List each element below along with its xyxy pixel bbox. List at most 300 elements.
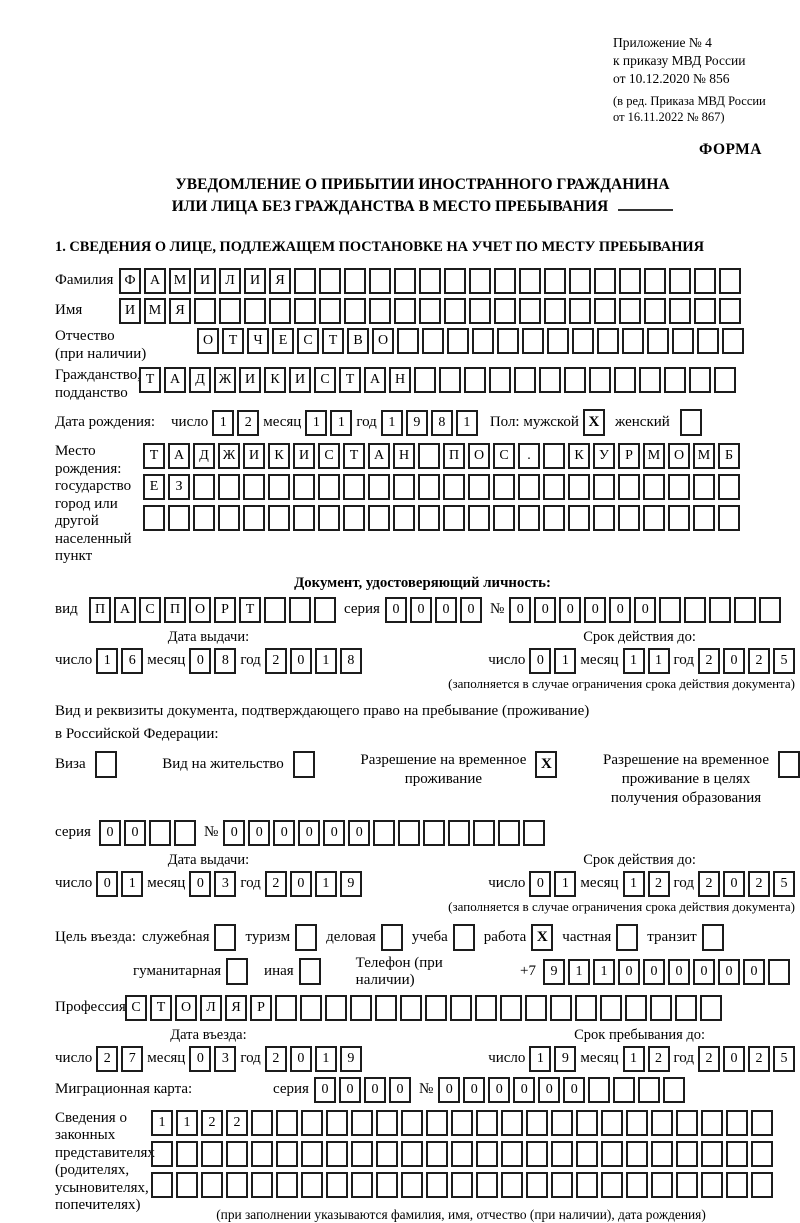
char-cell[interactable] bbox=[626, 1110, 648, 1136]
char-cell[interactable]: 2 bbox=[648, 871, 670, 897]
char-cell[interactable]: 0 bbox=[634, 597, 656, 623]
char-cell[interactable]: 2 bbox=[748, 871, 770, 897]
char-cell[interactable]: О bbox=[668, 443, 690, 469]
char-cell[interactable]: 2 bbox=[698, 871, 720, 897]
char-cell[interactable] bbox=[694, 298, 716, 324]
char-cell[interactable]: 0 bbox=[509, 597, 531, 623]
char-cell[interactable]: 8 bbox=[214, 648, 236, 674]
char-cell[interactable] bbox=[593, 474, 615, 500]
char-cell[interactable] bbox=[626, 1172, 648, 1198]
char-cell[interactable] bbox=[368, 505, 390, 531]
char-cell[interactable] bbox=[448, 820, 470, 846]
char-cell[interactable]: У bbox=[593, 443, 615, 469]
char-cell[interactable]: 0 bbox=[723, 1046, 745, 1072]
char-cell[interactable] bbox=[514, 367, 536, 393]
char-cell[interactable]: Ж bbox=[218, 443, 240, 469]
char-cell[interactable]: 2 bbox=[648, 1046, 670, 1072]
char-cell[interactable]: Р bbox=[250, 995, 272, 1021]
char-cell[interactable] bbox=[393, 474, 415, 500]
purpose-commercial-checkbox[interactable] bbox=[381, 924, 403, 951]
char-cell[interactable] bbox=[523, 820, 545, 846]
char-cell[interactable]: А bbox=[368, 443, 390, 469]
char-cell[interactable] bbox=[526, 1172, 548, 1198]
char-cell[interactable]: Е bbox=[143, 474, 165, 500]
char-cell[interactable]: А bbox=[364, 367, 386, 393]
rvp-checkbox[interactable]: X bbox=[535, 751, 557, 778]
char-cell[interactable] bbox=[326, 1172, 348, 1198]
char-cell[interactable]: 0 bbox=[364, 1077, 386, 1103]
char-cell[interactable] bbox=[568, 505, 590, 531]
char-cell[interactable] bbox=[697, 328, 719, 354]
char-cell[interactable]: 1 bbox=[121, 871, 143, 897]
char-cell[interactable] bbox=[522, 328, 544, 354]
char-cell[interactable] bbox=[726, 1172, 748, 1198]
char-cell[interactable]: Е bbox=[272, 328, 294, 354]
char-cell[interactable] bbox=[450, 995, 472, 1021]
char-cell[interactable] bbox=[468, 505, 490, 531]
char-cell[interactable] bbox=[651, 1110, 673, 1136]
char-cell[interactable] bbox=[293, 474, 315, 500]
char-cell[interactable] bbox=[293, 505, 315, 531]
char-cell[interactable] bbox=[676, 1141, 698, 1167]
char-cell[interactable] bbox=[647, 328, 669, 354]
char-cell[interactable] bbox=[564, 367, 586, 393]
char-cell[interactable] bbox=[651, 1141, 673, 1167]
char-cell[interactable] bbox=[301, 1141, 323, 1167]
char-cell[interactable] bbox=[726, 1110, 748, 1136]
char-cell[interactable] bbox=[518, 474, 540, 500]
char-cell[interactable] bbox=[268, 474, 290, 500]
char-cell[interactable]: 0 bbox=[618, 959, 640, 985]
char-cell[interactable]: 0 bbox=[323, 820, 345, 846]
char-cell[interactable] bbox=[676, 1172, 698, 1198]
char-cell[interactable]: 2 bbox=[237, 410, 259, 436]
char-cell[interactable] bbox=[469, 268, 491, 294]
char-cell[interactable] bbox=[226, 1141, 248, 1167]
char-cell[interactable]: 1 bbox=[623, 1046, 645, 1072]
char-cell[interactable]: . bbox=[518, 443, 540, 469]
char-cell[interactable] bbox=[344, 298, 366, 324]
char-cell[interactable]: Т bbox=[322, 328, 344, 354]
char-cell[interactable] bbox=[526, 1110, 548, 1136]
char-cell[interactable]: 0 bbox=[290, 871, 312, 897]
char-cell[interactable] bbox=[543, 474, 565, 500]
char-cell[interactable]: 3 bbox=[214, 1046, 236, 1072]
char-cell[interactable] bbox=[251, 1172, 273, 1198]
char-cell[interactable] bbox=[501, 1141, 523, 1167]
char-cell[interactable] bbox=[369, 298, 391, 324]
char-cell[interactable]: Я bbox=[225, 995, 247, 1021]
char-cell[interactable] bbox=[418, 443, 440, 469]
char-cell[interactable]: 1 bbox=[623, 871, 645, 897]
char-cell[interactable] bbox=[343, 505, 365, 531]
char-cell[interactable] bbox=[318, 474, 340, 500]
char-cell[interactable] bbox=[700, 995, 722, 1021]
char-cell[interactable]: 0 bbox=[529, 648, 551, 674]
char-cell[interactable] bbox=[397, 328, 419, 354]
char-cell[interactable]: 1 bbox=[529, 1046, 551, 1072]
char-cell[interactable] bbox=[701, 1172, 723, 1198]
char-cell[interactable] bbox=[425, 995, 447, 1021]
char-cell[interactable]: 0 bbox=[538, 1077, 560, 1103]
char-cell[interactable]: Т bbox=[222, 328, 244, 354]
char-cell[interactable] bbox=[597, 328, 619, 354]
char-cell[interactable]: 0 bbox=[339, 1077, 361, 1103]
char-cell[interactable]: З bbox=[168, 474, 190, 500]
char-cell[interactable]: П bbox=[443, 443, 465, 469]
char-cell[interactable]: 2 bbox=[265, 871, 287, 897]
char-cell[interactable] bbox=[426, 1110, 448, 1136]
char-cell[interactable] bbox=[401, 1172, 423, 1198]
char-cell[interactable] bbox=[569, 268, 591, 294]
char-cell[interactable] bbox=[576, 1110, 598, 1136]
char-cell[interactable] bbox=[444, 268, 466, 294]
char-cell[interactable] bbox=[314, 597, 336, 623]
char-cell[interactable] bbox=[622, 328, 644, 354]
char-cell[interactable]: Н bbox=[393, 443, 415, 469]
char-cell[interactable]: И bbox=[194, 268, 216, 294]
char-cell[interactable] bbox=[193, 505, 215, 531]
char-cell[interactable] bbox=[276, 1172, 298, 1198]
char-cell[interactable] bbox=[639, 367, 661, 393]
char-cell[interactable] bbox=[219, 298, 241, 324]
char-cell[interactable] bbox=[419, 298, 441, 324]
char-cell[interactable] bbox=[493, 505, 515, 531]
char-cell[interactable] bbox=[244, 298, 266, 324]
char-cell[interactable] bbox=[600, 995, 622, 1021]
char-cell[interactable]: 0 bbox=[189, 648, 211, 674]
char-cell[interactable] bbox=[300, 995, 322, 1021]
char-cell[interactable] bbox=[151, 1172, 173, 1198]
char-cell[interactable]: 1 bbox=[212, 410, 234, 436]
char-cell[interactable]: 2 bbox=[748, 1046, 770, 1072]
char-cell[interactable] bbox=[218, 505, 240, 531]
char-cell[interactable] bbox=[613, 1077, 635, 1103]
char-cell[interactable]: Я bbox=[269, 268, 291, 294]
char-cell[interactable] bbox=[494, 268, 516, 294]
char-cell[interactable]: С bbox=[139, 597, 161, 623]
char-cell[interactable] bbox=[201, 1141, 223, 1167]
char-cell[interactable] bbox=[375, 995, 397, 1021]
char-cell[interactable] bbox=[351, 1110, 373, 1136]
char-cell[interactable]: 0 bbox=[534, 597, 556, 623]
purpose-business-checkbox[interactable] bbox=[214, 924, 236, 951]
char-cell[interactable] bbox=[569, 298, 591, 324]
char-cell[interactable] bbox=[468, 474, 490, 500]
char-cell[interactable] bbox=[614, 367, 636, 393]
char-cell[interactable] bbox=[475, 995, 497, 1021]
char-cell[interactable]: 0 bbox=[584, 597, 606, 623]
char-cell[interactable]: 0 bbox=[290, 648, 312, 674]
char-cell[interactable] bbox=[718, 474, 740, 500]
char-cell[interactable] bbox=[668, 474, 690, 500]
char-cell[interactable]: 0 bbox=[743, 959, 765, 985]
char-cell[interactable] bbox=[664, 367, 686, 393]
residence-permit-checkbox[interactable] bbox=[293, 751, 315, 778]
char-cell[interactable] bbox=[326, 1141, 348, 1167]
char-cell[interactable]: 9 bbox=[406, 410, 428, 436]
char-cell[interactable] bbox=[319, 298, 341, 324]
char-cell[interactable] bbox=[497, 328, 519, 354]
char-cell[interactable] bbox=[376, 1141, 398, 1167]
char-cell[interactable] bbox=[151, 1141, 173, 1167]
char-cell[interactable]: С bbox=[314, 367, 336, 393]
char-cell[interactable] bbox=[544, 268, 566, 294]
char-cell[interactable]: О bbox=[197, 328, 219, 354]
char-cell[interactable] bbox=[143, 505, 165, 531]
char-cell[interactable] bbox=[276, 1141, 298, 1167]
char-cell[interactable]: 0 bbox=[435, 597, 457, 623]
char-cell[interactable] bbox=[619, 268, 641, 294]
char-cell[interactable] bbox=[373, 820, 395, 846]
char-cell[interactable] bbox=[568, 474, 590, 500]
char-cell[interactable]: 0 bbox=[410, 597, 432, 623]
char-cell[interactable]: И bbox=[243, 443, 265, 469]
char-cell[interactable]: 0 bbox=[693, 959, 715, 985]
char-cell[interactable] bbox=[494, 298, 516, 324]
char-cell[interactable] bbox=[351, 1172, 373, 1198]
char-cell[interactable]: 1 bbox=[315, 648, 337, 674]
char-cell[interactable] bbox=[722, 328, 744, 354]
char-cell[interactable] bbox=[469, 298, 491, 324]
char-cell[interactable]: 1 bbox=[315, 871, 337, 897]
char-cell[interactable] bbox=[768, 959, 790, 985]
char-cell[interactable]: 1 bbox=[330, 410, 352, 436]
char-cell[interactable] bbox=[476, 1172, 498, 1198]
char-cell[interactable]: 0 bbox=[438, 1077, 460, 1103]
char-cell[interactable]: Л bbox=[219, 268, 241, 294]
char-cell[interactable]: Д bbox=[189, 367, 211, 393]
char-cell[interactable] bbox=[659, 597, 681, 623]
char-cell[interactable]: 0 bbox=[99, 820, 121, 846]
char-cell[interactable] bbox=[626, 1141, 648, 1167]
char-cell[interactable]: О bbox=[175, 995, 197, 1021]
char-cell[interactable] bbox=[751, 1141, 773, 1167]
char-cell[interactable]: 2 bbox=[265, 648, 287, 674]
char-cell[interactable] bbox=[473, 820, 495, 846]
char-cell[interactable] bbox=[519, 268, 541, 294]
char-cell[interactable] bbox=[174, 820, 196, 846]
char-cell[interactable] bbox=[694, 268, 716, 294]
char-cell[interactable]: И bbox=[119, 298, 141, 324]
char-cell[interactable] bbox=[493, 474, 515, 500]
char-cell[interactable] bbox=[618, 474, 640, 500]
char-cell[interactable] bbox=[275, 995, 297, 1021]
char-cell[interactable] bbox=[539, 367, 561, 393]
char-cell[interactable] bbox=[544, 298, 566, 324]
purpose-study-checkbox[interactable] bbox=[453, 924, 475, 951]
purpose-transit-checkbox[interactable] bbox=[702, 924, 724, 951]
char-cell[interactable]: Т bbox=[139, 367, 161, 393]
char-cell[interactable]: 0 bbox=[513, 1077, 535, 1103]
char-cell[interactable] bbox=[418, 505, 440, 531]
char-cell[interactable] bbox=[269, 298, 291, 324]
char-cell[interactable] bbox=[376, 1172, 398, 1198]
char-cell[interactable] bbox=[714, 367, 736, 393]
char-cell[interactable]: 1 bbox=[456, 410, 478, 436]
char-cell[interactable] bbox=[351, 1141, 373, 1167]
char-cell[interactable] bbox=[547, 328, 569, 354]
char-cell[interactable]: И bbox=[293, 443, 315, 469]
char-cell[interactable]: 0 bbox=[96, 871, 118, 897]
char-cell[interactable]: Т bbox=[343, 443, 365, 469]
char-cell[interactable] bbox=[325, 995, 347, 1021]
char-cell[interactable] bbox=[294, 268, 316, 294]
char-cell[interactable] bbox=[447, 328, 469, 354]
char-cell[interactable] bbox=[672, 328, 694, 354]
char-cell[interactable]: К bbox=[264, 367, 286, 393]
char-cell[interactable] bbox=[472, 328, 494, 354]
char-cell[interactable]: 0 bbox=[488, 1077, 510, 1103]
char-cell[interactable]: 1 bbox=[381, 410, 403, 436]
char-cell[interactable] bbox=[693, 474, 715, 500]
char-cell[interactable]: Т bbox=[143, 443, 165, 469]
char-cell[interactable]: 1 bbox=[305, 410, 327, 436]
char-cell[interactable] bbox=[594, 268, 616, 294]
char-cell[interactable] bbox=[398, 820, 420, 846]
char-cell[interactable] bbox=[498, 820, 520, 846]
char-cell[interactable] bbox=[501, 1110, 523, 1136]
char-cell[interactable]: 0 bbox=[298, 820, 320, 846]
char-cell[interactable] bbox=[168, 505, 190, 531]
char-cell[interactable] bbox=[576, 1141, 598, 1167]
char-cell[interactable] bbox=[444, 298, 466, 324]
char-cell[interactable]: Л bbox=[200, 995, 222, 1021]
char-cell[interactable] bbox=[400, 995, 422, 1021]
char-cell[interactable] bbox=[439, 367, 461, 393]
char-cell[interactable] bbox=[676, 1110, 698, 1136]
char-cell[interactable] bbox=[689, 367, 711, 393]
char-cell[interactable] bbox=[668, 505, 690, 531]
char-cell[interactable] bbox=[543, 505, 565, 531]
char-cell[interactable] bbox=[751, 1110, 773, 1136]
char-cell[interactable]: 0 bbox=[723, 871, 745, 897]
char-cell[interactable] bbox=[243, 505, 265, 531]
char-cell[interactable] bbox=[518, 505, 540, 531]
char-cell[interactable] bbox=[326, 1110, 348, 1136]
char-cell[interactable]: К bbox=[568, 443, 590, 469]
char-cell[interactable] bbox=[289, 597, 311, 623]
char-cell[interactable]: Ж bbox=[214, 367, 236, 393]
purpose-humanitarian-checkbox[interactable] bbox=[226, 958, 248, 985]
char-cell[interactable] bbox=[519, 298, 541, 324]
char-cell[interactable]: Т bbox=[239, 597, 261, 623]
char-cell[interactable]: 0 bbox=[223, 820, 245, 846]
char-cell[interactable] bbox=[601, 1110, 623, 1136]
char-cell[interactable]: 0 bbox=[389, 1077, 411, 1103]
char-cell[interactable] bbox=[251, 1141, 273, 1167]
char-cell[interactable] bbox=[268, 505, 290, 531]
char-cell[interactable] bbox=[572, 328, 594, 354]
char-cell[interactable] bbox=[350, 995, 372, 1021]
char-cell[interactable] bbox=[719, 298, 741, 324]
char-cell[interactable]: П bbox=[89, 597, 111, 623]
char-cell[interactable]: И bbox=[289, 367, 311, 393]
char-cell[interactable]: А bbox=[168, 443, 190, 469]
char-cell[interactable]: 6 bbox=[121, 648, 143, 674]
char-cell[interactable] bbox=[149, 820, 171, 846]
char-cell[interactable] bbox=[201, 1172, 223, 1198]
char-cell[interactable] bbox=[638, 1077, 660, 1103]
char-cell[interactable]: О bbox=[372, 328, 394, 354]
char-cell[interactable]: 9 bbox=[340, 1046, 362, 1072]
char-cell[interactable] bbox=[551, 1110, 573, 1136]
char-cell[interactable]: 1 bbox=[554, 871, 576, 897]
char-cell[interactable]: 1 bbox=[96, 648, 118, 674]
char-cell[interactable]: 0 bbox=[348, 820, 370, 846]
char-cell[interactable] bbox=[443, 474, 465, 500]
char-cell[interactable] bbox=[301, 1110, 323, 1136]
char-cell[interactable]: 5 bbox=[773, 871, 795, 897]
char-cell[interactable] bbox=[734, 597, 756, 623]
char-cell[interactable]: 5 bbox=[773, 648, 795, 674]
char-cell[interactable] bbox=[393, 505, 415, 531]
char-cell[interactable]: 0 bbox=[563, 1077, 585, 1103]
char-cell[interactable]: 0 bbox=[718, 959, 740, 985]
char-cell[interactable]: М bbox=[169, 268, 191, 294]
char-cell[interactable]: 2 bbox=[96, 1046, 118, 1072]
char-cell[interactable] bbox=[426, 1172, 448, 1198]
char-cell[interactable]: С bbox=[493, 443, 515, 469]
char-cell[interactable] bbox=[684, 597, 706, 623]
char-cell[interactable] bbox=[669, 268, 691, 294]
char-cell[interactable] bbox=[675, 995, 697, 1021]
char-cell[interactable] bbox=[264, 597, 286, 623]
char-cell[interactable]: К bbox=[268, 443, 290, 469]
char-cell[interactable]: Р bbox=[618, 443, 640, 469]
char-cell[interactable]: 3 bbox=[214, 871, 236, 897]
char-cell[interactable]: 1 bbox=[315, 1046, 337, 1072]
char-cell[interactable] bbox=[550, 995, 572, 1021]
char-cell[interactable] bbox=[663, 1077, 685, 1103]
char-cell[interactable] bbox=[443, 505, 465, 531]
char-cell[interactable]: А bbox=[114, 597, 136, 623]
char-cell[interactable]: 9 bbox=[340, 871, 362, 897]
char-cell[interactable] bbox=[489, 367, 511, 393]
char-cell[interactable]: Н bbox=[389, 367, 411, 393]
visa-checkbox[interactable] bbox=[95, 751, 117, 778]
char-cell[interactable]: С bbox=[125, 995, 147, 1021]
char-cell[interactable] bbox=[576, 1172, 598, 1198]
char-cell[interactable] bbox=[423, 820, 445, 846]
char-cell[interactable]: А bbox=[144, 268, 166, 294]
char-cell[interactable] bbox=[176, 1141, 198, 1167]
char-cell[interactable]: 0 bbox=[559, 597, 581, 623]
char-cell[interactable]: В bbox=[347, 328, 369, 354]
char-cell[interactable]: 1 bbox=[554, 648, 576, 674]
char-cell[interactable]: М bbox=[643, 443, 665, 469]
char-cell[interactable]: 8 bbox=[340, 648, 362, 674]
char-cell[interactable]: 2 bbox=[698, 1046, 720, 1072]
char-cell[interactable] bbox=[422, 328, 444, 354]
char-cell[interactable] bbox=[301, 1172, 323, 1198]
char-cell[interactable]: 0 bbox=[723, 648, 745, 674]
char-cell[interactable] bbox=[451, 1141, 473, 1167]
char-cell[interactable] bbox=[669, 298, 691, 324]
char-cell[interactable] bbox=[644, 298, 666, 324]
char-cell[interactable]: 1 bbox=[151, 1110, 173, 1136]
char-cell[interactable] bbox=[543, 443, 565, 469]
char-cell[interactable]: 2 bbox=[201, 1110, 223, 1136]
char-cell[interactable] bbox=[501, 1172, 523, 1198]
char-cell[interactable] bbox=[419, 268, 441, 294]
char-cell[interactable]: 2 bbox=[226, 1110, 248, 1136]
char-cell[interactable] bbox=[343, 474, 365, 500]
char-cell[interactable] bbox=[414, 367, 436, 393]
char-cell[interactable] bbox=[589, 367, 611, 393]
char-cell[interactable]: 0 bbox=[314, 1077, 336, 1103]
char-cell[interactable]: 0 bbox=[529, 871, 551, 897]
